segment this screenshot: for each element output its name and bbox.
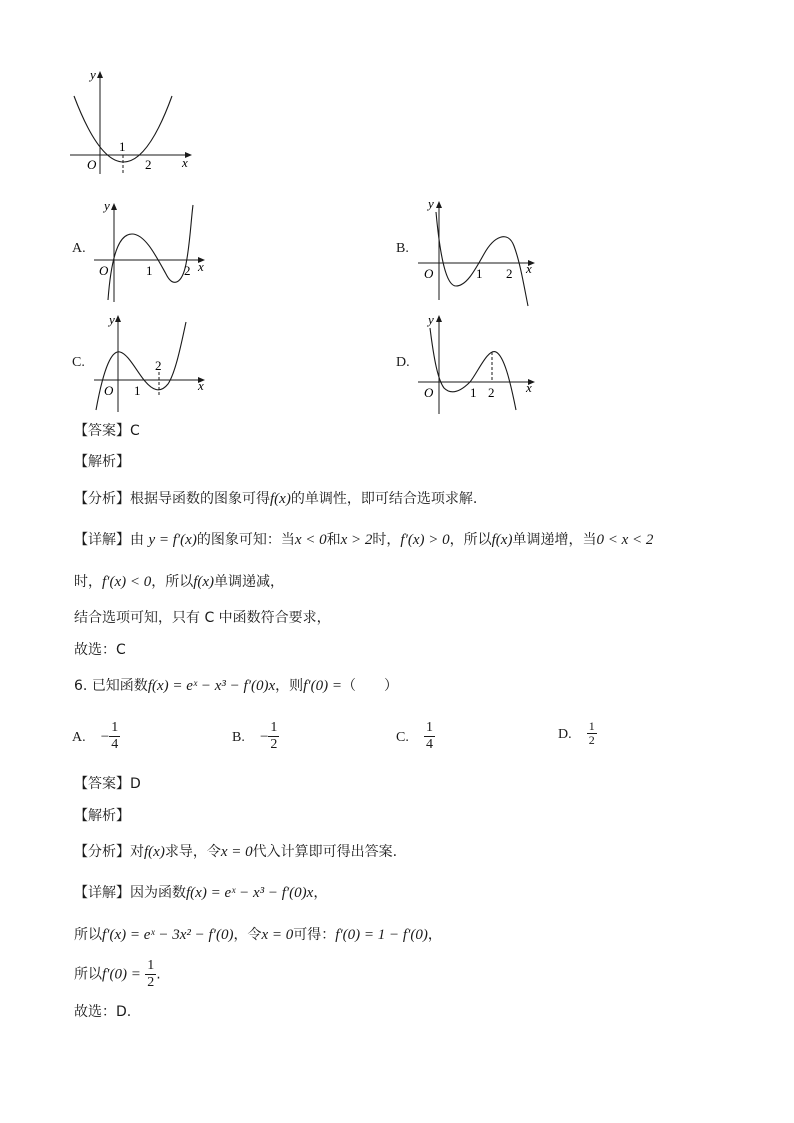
option-b-curve bbox=[436, 212, 528, 306]
q6-analysis-line: 【分析】对f(x)求导，令x = 0代入计算即可得出答案. bbox=[74, 844, 398, 860]
option-d-letter: D. bbox=[396, 355, 410, 370]
q6-option-d[interactable]: D. $\frac{1}{2}$ bbox=[558, 719, 595, 747]
answer-value: C bbox=[130, 423, 140, 439]
svg-text:2: 2 bbox=[506, 266, 513, 281]
svg-text:x: x bbox=[198, 259, 204, 274]
q5-solution-tag: 【解析】 bbox=[74, 454, 130, 470]
answer-tag: 【答案】 bbox=[74, 423, 130, 439]
origin-label: O bbox=[87, 157, 97, 172]
q5-detail-line-3: 结合选项可知，只有 C 中函数符合要求， bbox=[74, 610, 331, 626]
q6-choose: 故选：D. bbox=[74, 1004, 132, 1020]
svg-text:1: 1 bbox=[476, 266, 483, 281]
svg-text:O: O bbox=[424, 385, 434, 400]
x-label: x bbox=[182, 155, 188, 170]
q6-stem: 6. 已知函数f(x) = eˣ − x³ − f′(0)x，则f′(0) =（ ） bbox=[74, 678, 398, 694]
tick-label-1: 1 bbox=[119, 139, 126, 154]
svg-text:1: 1 bbox=[134, 383, 141, 398]
derivative-graph bbox=[66, 66, 201, 178]
svg-text:2: 2 bbox=[155, 358, 162, 373]
q6-detail-line-1: 【详解】因为函数f(x) = eˣ − x³ − f′(0)x， bbox=[74, 885, 328, 901]
option-b-letter: B. bbox=[396, 241, 409, 256]
q6-detail-line-2: 所以f′(x) = eˣ − 3x² − f′(0)，令x = 0可得：f′(0) = 1 − f′(0)， bbox=[74, 927, 442, 943]
svg-text:y: y bbox=[109, 312, 115, 327]
option-a-graph[interactable] bbox=[90, 196, 215, 308]
y-axis-arrow bbox=[97, 71, 103, 78]
q5-choose: 故选：C bbox=[74, 642, 126, 658]
svg-text:1: 1 bbox=[146, 263, 153, 278]
svg-text:O: O bbox=[104, 383, 114, 398]
svg-text:y: y bbox=[428, 312, 434, 327]
q5-detail-line-1: 【详解】由 y = f′(x)的图象可知：当x < 0和x > 2时，f′(x) > 0，所以f(x)单调递增，当0 < x < 2 bbox=[74, 532, 654, 548]
option-c-letter: C. bbox=[72, 355, 85, 370]
svg-text:2: 2 bbox=[488, 385, 495, 400]
svg-text:y: y bbox=[104, 198, 110, 213]
tick-label-2: 2 bbox=[145, 157, 152, 172]
svg-text:x: x bbox=[198, 378, 204, 393]
svg-text:x: x bbox=[526, 261, 532, 276]
q5-answer-line bbox=[74, 421, 140, 441]
q6-solution-tag: 【解析】 bbox=[74, 808, 130, 824]
y-label: y bbox=[90, 67, 96, 82]
q6-answer-line: 【答案】D bbox=[74, 776, 141, 792]
option-a-curve bbox=[108, 205, 193, 300]
question-number: 6. bbox=[74, 678, 88, 694]
svg-text:1: 1 bbox=[470, 385, 477, 400]
option-a-letter: A. bbox=[72, 241, 86, 256]
option-d-graph[interactable] bbox=[414, 310, 544, 418]
q6-detail-line-3: 所以f′(0) = $\frac{1}{2}$ . bbox=[74, 958, 161, 990]
q5-analysis-line: 【分析】根据导函数的图象可得f(x)的单调性，即可结合选项求解. bbox=[74, 491, 478, 507]
option-c-graph[interactable] bbox=[90, 310, 215, 418]
q6-option-b[interactable]: B. − $\frac{1}{2}$ bbox=[232, 720, 278, 752]
q6-option-a[interactable]: A. − $\frac{1}{4}$ bbox=[72, 720, 119, 752]
option-b-graph[interactable] bbox=[414, 196, 544, 308]
svg-text:O: O bbox=[99, 263, 109, 278]
q6-option-c[interactable]: C. $\frac{1}{4}$ bbox=[396, 720, 433, 752]
q5-detail-line-2: 时，f′(x) < 0，所以f(x)单调递减， bbox=[74, 574, 285, 590]
svg-text:y: y bbox=[428, 196, 434, 211]
svg-text:2: 2 bbox=[184, 263, 191, 278]
svg-text:O: O bbox=[424, 266, 434, 281]
svg-text:x: x bbox=[526, 380, 532, 395]
